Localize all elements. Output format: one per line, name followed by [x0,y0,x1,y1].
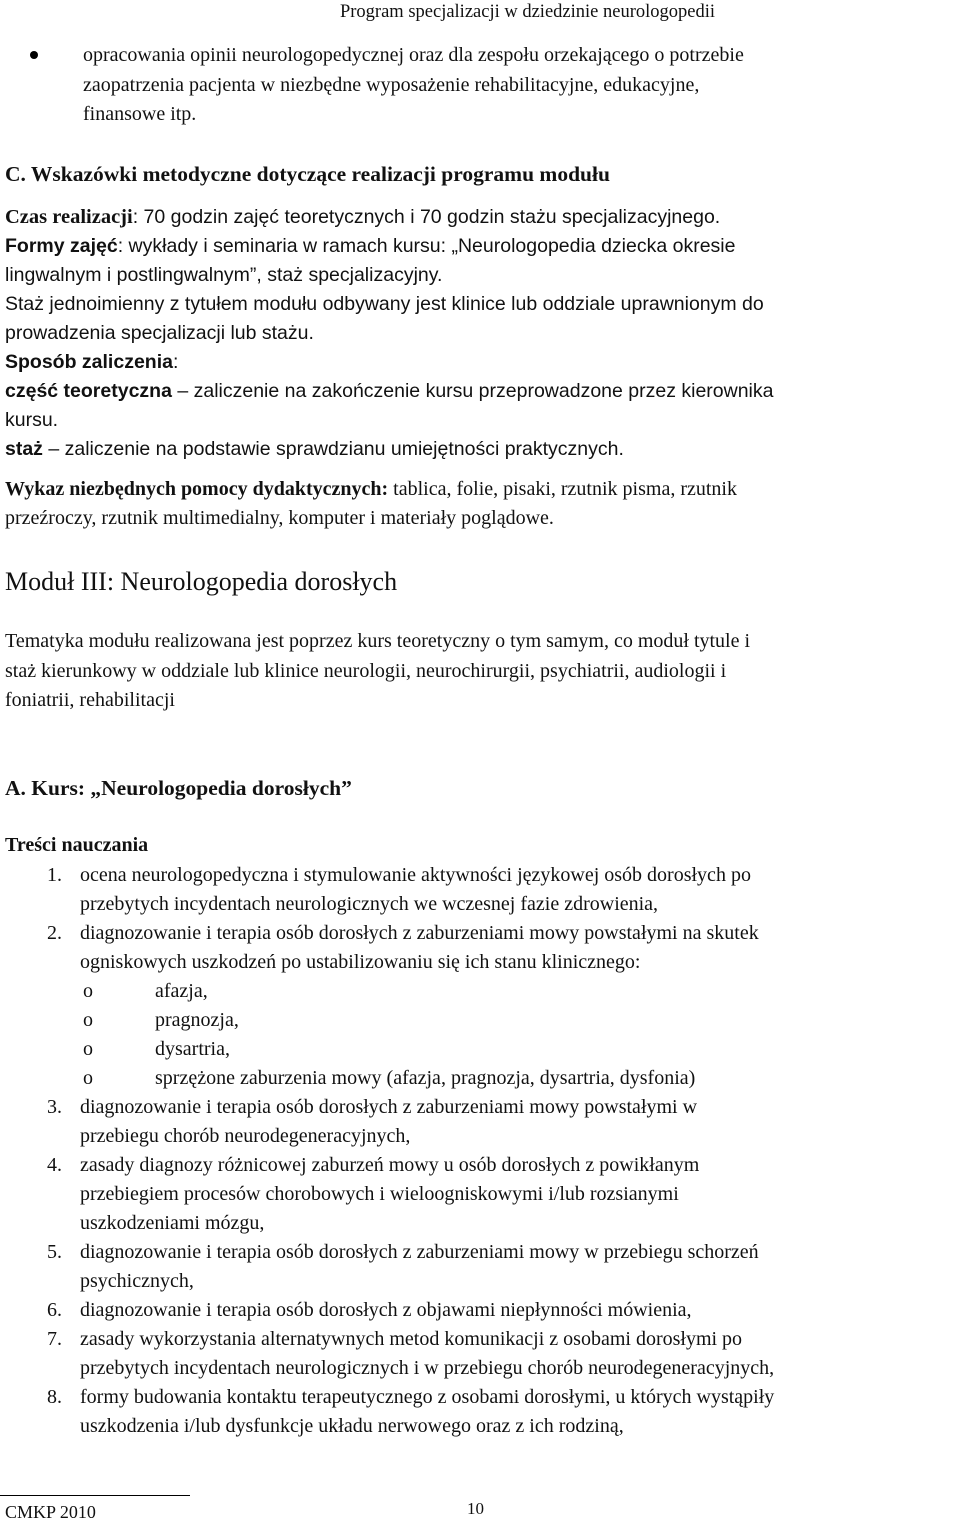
sub-bullet-icon: o [83,1038,93,1060]
bullet-line-1: opracowania opinii neurologopedycznej oraz dla zespołu orzekającego o potrzebie [83,44,744,66]
czas-realizacji-line [5,206,720,229]
sposob-line [5,351,178,374]
list-item-3-line-1: diagnozowanie i terapia osób dorosłych z zaburzeniami mowy powstałymi w [80,1096,698,1118]
module-iii-heading: Moduł III: Neurologopedia dorosłych [5,567,398,596]
list-item-number: 1. [47,864,62,886]
list-item-number: 6. [47,1299,62,1321]
list-item-number: 8. [47,1386,62,1408]
list-item-number: 3. [47,1096,62,1118]
list-item-2-line-2: ogniskowych uszkodzeń po ustabilizowaniu się ich stanu klinicznego: [80,951,641,973]
sposob-label: Sposób zaliczenia [5,351,173,373]
list-item-4-line-3: uszkodzeniami mózgu, [80,1212,265,1234]
formy-line-2: lingwalnym i postlingwalnym”, staż specjalizacyjny. [5,264,443,286]
list-item-2-line-1: diagnozowanie i terapia osób dorosłych z zaburzeniami mowy powstałymi na skutek [80,922,759,944]
list-item-5-line-1: diagnozowanie i terapia osób dorosłych z zaburzeniami mowy w przebiegu schorzeń [80,1241,759,1263]
czesc-value-1: – zaliczenie na zakończenie kursu przeprowadzone przez kierownika [171,380,774,402]
sub-item-pragnozja: pragnozja, [155,1009,239,1031]
module-intro-line-3: foniatrii, rehabilitacji [5,689,175,711]
list-item-number: 2. [47,922,62,944]
sposob-colon: : [172,351,179,373]
czesc-label: część teoretyczna [5,380,172,402]
page-number: 10 [467,1499,484,1518]
sub-bullet-icon: o [83,1009,93,1031]
list-item-6-line-1: diagnozowanie i terapia osób dorosłych z objawami niepłynności mówienia, [80,1299,692,1321]
list-item-5-line-2: psychicznych, [80,1270,194,1292]
bullet-line-2: zaopatrzenia pacjenta w niezbędne wyposażenie rehabilitacyjne, edukacyjne, [83,74,700,96]
czesc-line-1 [5,380,774,403]
sub-item-sprzezone: sprzężone zaburzenia mowy (afazja, pragnozja, dysartria, dysfonia) [155,1067,696,1089]
list-item-4-line-2: przebiegiem procesów chorobowych i wieloogniskowymi i/lub rozsianymi [80,1183,679,1205]
module-intro-line-1: Tematyka modułu realizowana jest poprzez kurs teoretyczny o tym samym, co moduł tytule i [5,630,751,652]
staz-zal-label: staż [5,438,43,460]
staz-zal-value: – zaliczenie na podstawie sprawdzianu umiejętności praktycznych. [42,438,624,460]
list-item-1-line-2: przebytych incydentach neurologicznych we wczesnej fazie zdrowienia, [80,893,659,915]
list-item-8-line-1: formy budowania kontaktu terapeutycznego z osobami dorosłymi, u których wystąpiły [80,1386,775,1408]
formy-label: Formy zajęć [5,235,118,257]
formy-value-1: : wykłady i seminaria w ramach kursu: „Neurologopedia dziecka okresie [117,235,736,257]
wykaz-line-1 [5,478,737,501]
bullet-icon [30,51,38,59]
list-item-7-line-1: zasady wykorzystania alternatywnych metod komunikacji z osobami dorosłymi po [80,1328,743,1350]
list-item-number: 4. [47,1154,62,1176]
footer-cmkp: CMKP 2010 [5,1502,96,1522]
czesc-line-2: kursu. [5,409,59,431]
course-a-heading: A. Kurs: „Neurologopedia dorosłych” [5,776,352,800]
staz-line-2: prowadzenia specjalizacji lub stażu. [5,322,314,344]
wykaz-value-1: tablica, folie, pisaki, rzutnik pisma, rzutnik [388,478,737,500]
module-intro-line-2: staż kierunkowy w oddziale lub klinice neurologii, neurochirurgii, psychiatrii, audiologii i [5,660,727,682]
list-item-4-line-1: zasady diagnozy różnicowej zaburzeń mowy u osób dorosłych z powikłanym [80,1154,700,1176]
czas-value: : 70 godzin zajęć teoretycznych i 70 godzin stażu specjalizacyjnego. [132,206,721,228]
list-item-3-line-2: przebiegu chorób neurodegeneracyjnych, [80,1125,411,1147]
czas-label: Czas realizacji [5,206,133,228]
sub-item-dysartria: dysartria, [155,1038,230,1060]
section-c-heading: C. Wskazówki metodyczne dotyczące realizacji programu modułu [5,162,610,186]
list-item-8-line-2: uszkodzenia i/lub dysfunkcje układu nerwowego oraz z ich rodziną, [80,1415,624,1437]
sub-bullet-icon: o [83,1067,93,1089]
staz-line-1: Staż jednoimienny z tytułem modułu odbywany jest klinice lub oddziale uprawnionym do [5,293,764,315]
wykaz-line-2: przeźroczy, rzutnik multimedialny, komputer i materiały poglądowe. [5,507,554,529]
wykaz-label: Wykaz niezbędnych pomocy dydaktycznych: [5,478,389,500]
staz-zal-line [5,438,624,461]
list-item-1-line-1: ocena neurologopedyczna i stymulowanie aktywności językowej osób dorosłych po [80,864,751,886]
sub-bullet-icon: o [83,980,93,1002]
formy-line-1 [5,235,735,258]
tresci-nauczania-heading: Treści nauczania [5,834,149,856]
list-item-7-line-2: przebytych incydentach neurologicznych i w przebiegu chorób neurodegeneracyjnych, [80,1357,775,1379]
footer-rule [0,1495,190,1496]
list-item-number: 5. [47,1241,62,1263]
page-header: Program specjalizacji w dziedzinie neurologopedii [339,2,715,22]
bullet-line-3: finansowe itp. [83,103,197,125]
list-item-number: 7. [47,1328,62,1350]
sub-item-afazja: afazja, [155,980,208,1002]
